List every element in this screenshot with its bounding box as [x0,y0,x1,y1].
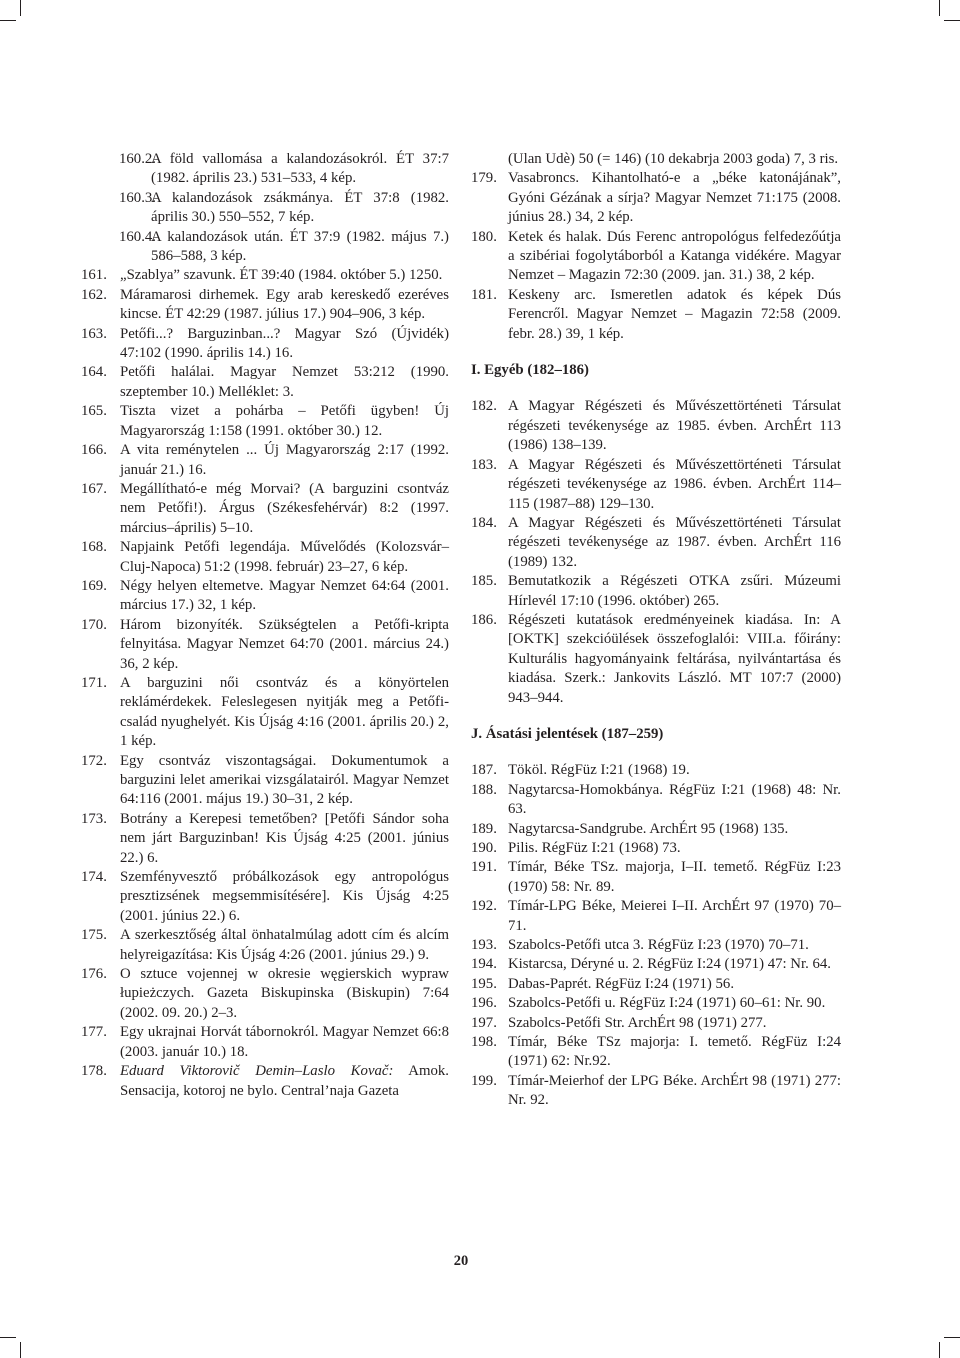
entry-text: Tököl. RégFüz I:21 (1968) 19. [508,762,690,779]
section-heading: J. Ásatási jelentések (187–259) [471,725,664,742]
entry-text: Dabas-Paprét. RégFüz I:24 (1971) 56. [508,975,735,992]
entry-text: Petőfi halálai. Magyar Nemzet 53:212 (1990. szeptember 10.) Melléklet: 3. [120,364,449,400]
entry-text: Tiszta vizet a pohárba – Petőfi ügyben! Új Magyarország 1:158 (1991. október 30.) 12. [120,403,449,439]
crop-mark-bottom-right-v [939,1342,940,1358]
bibliography-right-column [471,150,841,1111]
entry-text: Pilis. RégFüz I:21 (1968) 73. [508,840,681,856]
bibliography-entry [81,228,449,267]
entry-number: 191. [471,859,497,876]
entry-text: Szabolcs-Petőfi Str. ArchÉrt 98 (1971) 277. [508,1014,767,1031]
entry-text: A vita reménytelen ... Új Magyarország 2:17 (1992. január 21.) 16. [120,442,449,478]
entry-number: 166. [81,442,107,459]
entry-text: Petőfi...? Barguzinban...? Magyar Szó (Újvidék) 47:102 (1990. április 14.) 16. [120,325,449,362]
entry-number: 199. [471,1072,497,1089]
entry-number: 187. [471,762,497,779]
entry-text: Tímár-Meierhof der LPG Béke. ArchÉrt 98 (1971) 277: Nr. 92. [508,1072,841,1109]
entry-number: 183. [471,456,497,473]
entry-text: Tímár-LPG Béke, Meierei I–II. ArchÉrt 97 (1970) 70–71. [508,898,841,934]
entry-text: Egy csontváz viszontagságai. Dokumentumok a barguzini lelet amerikai vizsgálatairól. Magyar Nemzet 64:116 (2001. május 19.) 30–31, 2 kép. [120,752,449,808]
entry-text: Kistarcsa, Déryné u. 2. RégFüz I:24 (1971) 47: Nr. 64. [508,956,832,973]
bibliography-entry [471,228,841,286]
bibliography-entry [81,286,449,325]
page-number: 20 [453,1253,469,1269]
entry-text: „Szablya” szavunk. ÉT 39:40 (1984. október 5.) 1250. [120,267,443,284]
bibliography-entry [471,897,841,936]
entry-text [120,1062,449,1101]
bibliography-entry [81,965,449,1023]
entry-number: 160.3. [119,189,156,206]
entry-number: 185. [471,573,497,590]
bibliography-entry [81,150,449,189]
entry-text: Három bizonyíték. Szükségtelen a Petőfi-kripta felnyitása. Magyar Nemzet 64:70 (2001. március 24.) 36, 2 kép. [120,616,449,672]
entry-number: 177. [81,1024,107,1041]
entry-number: 176. [81,966,107,983]
bibliography-entry [471,781,841,820]
entry-number: 175. [81,927,107,944]
entry-number: 163. [81,325,107,342]
entry-text: A Magyar Régészeti és Művészettörténeti Társulat régészeti tevékenysége az 1987. évben. ArchÉrt 116 (1989) 132. [508,514,841,570]
bibliography-entry [81,402,449,441]
entry-number: 180. [471,228,497,245]
bibliography-entry [81,441,449,480]
entry-text: Szabolcs-Petőfi utca 3. RégFüz I:23 (1970) 70–71. [508,937,809,954]
entry-text: Tímár, Béke TSz majorja: I. temető. RégFüz I:24 (1971) 62: Nr.92. [508,1034,841,1070]
bibliography-entry [81,868,449,926]
entry-number: 173. [81,810,107,827]
entry-number: 170. [81,616,107,633]
entry-title: Amok. Sensacija, kotoroj ne bylo. Central’naja Gazeta [120,1063,449,1099]
entry-text: A szerkesztőség által önhatalmúlag adott cím és alcím helyreigazítása: Kis Újság 4:26 (2001. június 29.) 9. [120,927,449,963]
entry-number: 178. [81,1063,107,1080]
bibliography-entry [471,286,841,344]
bibliography-left-column [81,150,449,1101]
entry-number: 168. [81,539,107,556]
entry-text: Nagytarcsa-Homokbánya. RégFüz I:21 (1968) 48: Nr. 63. [508,781,841,818]
entry-text: Négy helyen eltemetve. Magyar Nemzet 64:64 (2001. március 17.) 32, 1 kép. [120,577,449,614]
bibliography-entry [471,975,841,994]
entry-text: Vasabroncs. Kihantolható-e a „béke katonájának”, Gyóni Gézának a sírja? Magyar Nemzet 71:175 (2008. június 28.) 34, 2 kép. [508,170,841,226]
bibliography-entry [81,538,449,577]
bibliography-entry [471,858,841,897]
bibliography-entry [81,674,449,752]
crop-mark-bottom-left-h [0,1337,16,1338]
bibliography-entry [81,325,449,364]
bibliography-entry [471,456,841,514]
entry-number: 189. [471,820,497,837]
crop-mark-top-left-h [0,20,16,21]
entry-number: 165. [81,403,107,420]
entry-number: 182. [471,398,497,415]
bibliography-entry [81,1062,449,1101]
bibliography-entry [471,1072,841,1111]
entry-number: 194. [471,956,497,973]
entry-number: 164. [81,364,107,381]
entry-text: A kalandozások zsákmánya. ÉT 37:8 (1982. április 30.) 550–552, 7 kép. [151,189,449,226]
entry-number: 174. [81,869,107,886]
entry-number: 188. [471,781,497,798]
entry-text: Tímár, Béke TSz. majorja, I–II. temető. RégFüz I:23 (1970) 58: Nr. 89. [508,859,841,895]
bibliography-entry [81,926,449,965]
entry-number: 162. [81,286,107,303]
entry-number: 179. [471,170,497,187]
bibliography-entry [471,839,841,858]
bibliography-entry [471,994,841,1013]
entry-text: O sztuce vojennej w okresie węgierskich wypraw łupieżczych. Gazeta Biskupinska (Biskupin) 7:64 (2002. 09. 20.) 2–3. [120,966,449,1021]
entry-text: Egy ukrajnai Horvát tábornokról. Magyar Nemzet 66:8 (2003. január 10.) 18. [120,1024,449,1060]
entry-number: 171. [81,674,107,691]
section-heading: I. Egyéb (182–186) [471,362,589,379]
entry-text: Ketek és halak. Dús Ferenc antropológus felfedezőútja a szibériai fogolytáborból a Katanga vidékére. Magyar Nemzet – Magazin 72:30 (2009. jan. 31.) 38, 2 kép. [508,228,841,284]
entry-number: 195. [471,975,497,992]
entry-number: 184. [471,514,497,531]
bibliography-entry [471,761,841,780]
entry-text: Régészeti kutatások eredményeinek kiadása. In: A [OKTK] szekcióülések összefoglalói: VIII.a. főirány: Kulturális hagyományaink feltárása, nyilvántartása és kiadása. Szerk.: Jankovits László. MT 107:7 (2000) 943–944. [508,611,841,706]
bibliography-entry [471,169,841,227]
entry-text: Máramarosi dirhemek. Egy arab kereskedő ezeréves kincse. ÉT 42:29 (1987. július 17.) 904–906, 3 kép. [120,286,449,323]
crop-mark-top-right-v [939,0,940,16]
bibliography-entry [81,363,449,402]
entry-text: A föld vallomása a kalandozásokról. ÉT 37:7 (1982. április 23.) 531–533, 4 kép. [151,151,449,187]
entry-number: 186. [471,611,497,628]
entry-text: Napjaink Petőfi legendája. Művelődés (Kolozsvár–Cluj-Napoca) 51:2 (1998. február) 23–27, 6 kép. [120,539,449,575]
bibliography-entry [471,1014,841,1033]
bibliography-entry [81,752,449,810]
bibliography-entry [471,397,841,455]
entry-continuation: (Ulan Udè) 50 (= 146) (10 dekabrja 2003 goda) 7, 3 ris. [508,151,839,167]
crop-mark-bottom-right-h [944,1337,960,1338]
entry-text: Bemutatkozik a Régészeti OTKA zsűri. Múzeumi Hírlevél 17:10 (1996. október) 265. [508,573,841,609]
entry-text: A barguzini női csontváz és a könyörtelen reklámérdekek. Feleslegesen nyitják meg a Petőfi-család nyughelyét. Kis Újság 4:16 (2001. április 20.) 2, 1 kép. [120,674,449,750]
bibliography-entry [81,480,449,538]
bibliography-entry [471,936,841,955]
entry-number: 198. [471,1034,497,1051]
entry-text: A Magyar Régészeti és Művészettörténeti Társulat régészeti tevékenysége az 1986. évben. ArchÉrt 114–115 (1987–88) 129–130. [508,456,841,512]
bibliography-entry [81,1023,449,1062]
entry-number: 196. [471,995,497,1012]
entry-authors: Eduard Viktorovič Demin–Laslo Kovač: [120,1063,394,1080]
entry-number: 160.2. [119,151,156,167]
entry-text: Keskeny arc. Ismeretlen adatok és képek Dús Ferencről. Magyar Nemzet – Magazin 72:58 (2009. febr. 28.) 39, 1 kép. [508,286,841,342]
entry-text: Szabolcs-Petőfi u. RégFüz I:24 (1971) 60–61: Nr. 90. [508,995,826,1012]
crop-mark-top-right-h [944,20,960,21]
entry-number: 167. [81,480,107,497]
entry-number: 193. [471,937,497,954]
entry-number: 181. [471,286,497,303]
entry-text: A Magyar Régészeti és Művészettörténeti Társulat régészeti tevékenysége az 1985. évben. ArchÉrt 113 (1986) 138–139. [508,398,841,454]
entry-number: 197. [471,1014,497,1031]
entry-text: A kalandozások után. ÉT 37:9 (1982. május 7.) 586–588, 3 kép. [151,228,449,265]
entry-number: 190. [471,840,497,856]
bibliography-entry [81,810,449,868]
bibliography-entry [81,577,449,616]
bibliography-entry [471,514,841,572]
bibliography-entry [471,955,841,974]
crop-mark-top-left-v [20,0,21,16]
entry-number: 192. [471,898,497,915]
entry-text: Megállítható-e még Morvai? (A barguzini csontváz nem Petőfi!). Árgus (Székesfehérvár) 8:2 (1997. március–április) 5–10. [120,480,449,536]
entry-number: 169. [81,577,107,594]
entry-text: Botrány a Kerepesi temetőben? [Petőfi Sándor soha nem járt Barguzinban! Kis Újság 4:25 (2001. június 22.) 6. [120,810,449,866]
bibliography-entry [471,572,841,611]
bibliography-entry [471,611,841,708]
entry-text: Nagytarcsa-Sandgrube. ArchÉrt 95 (1968) 135. [508,820,789,837]
bibliography-entry [81,266,449,285]
bibliography-entry [81,616,449,674]
bibliography-entry [81,189,449,228]
crop-mark-bottom-left-v [20,1342,21,1358]
bibliography-entry [471,1033,841,1072]
entry-number: 161. [81,267,107,284]
entry-text: Szemfényvesztő próbálkozások egy antropológus presztizsének megsemmisítésére]. Kis Újság 4:25 (2001. június 22.) 6. [120,869,449,924]
bibliography-entry [471,820,841,839]
entry-number: 172. [81,752,107,769]
entry-number: 160.4. [119,228,156,245]
